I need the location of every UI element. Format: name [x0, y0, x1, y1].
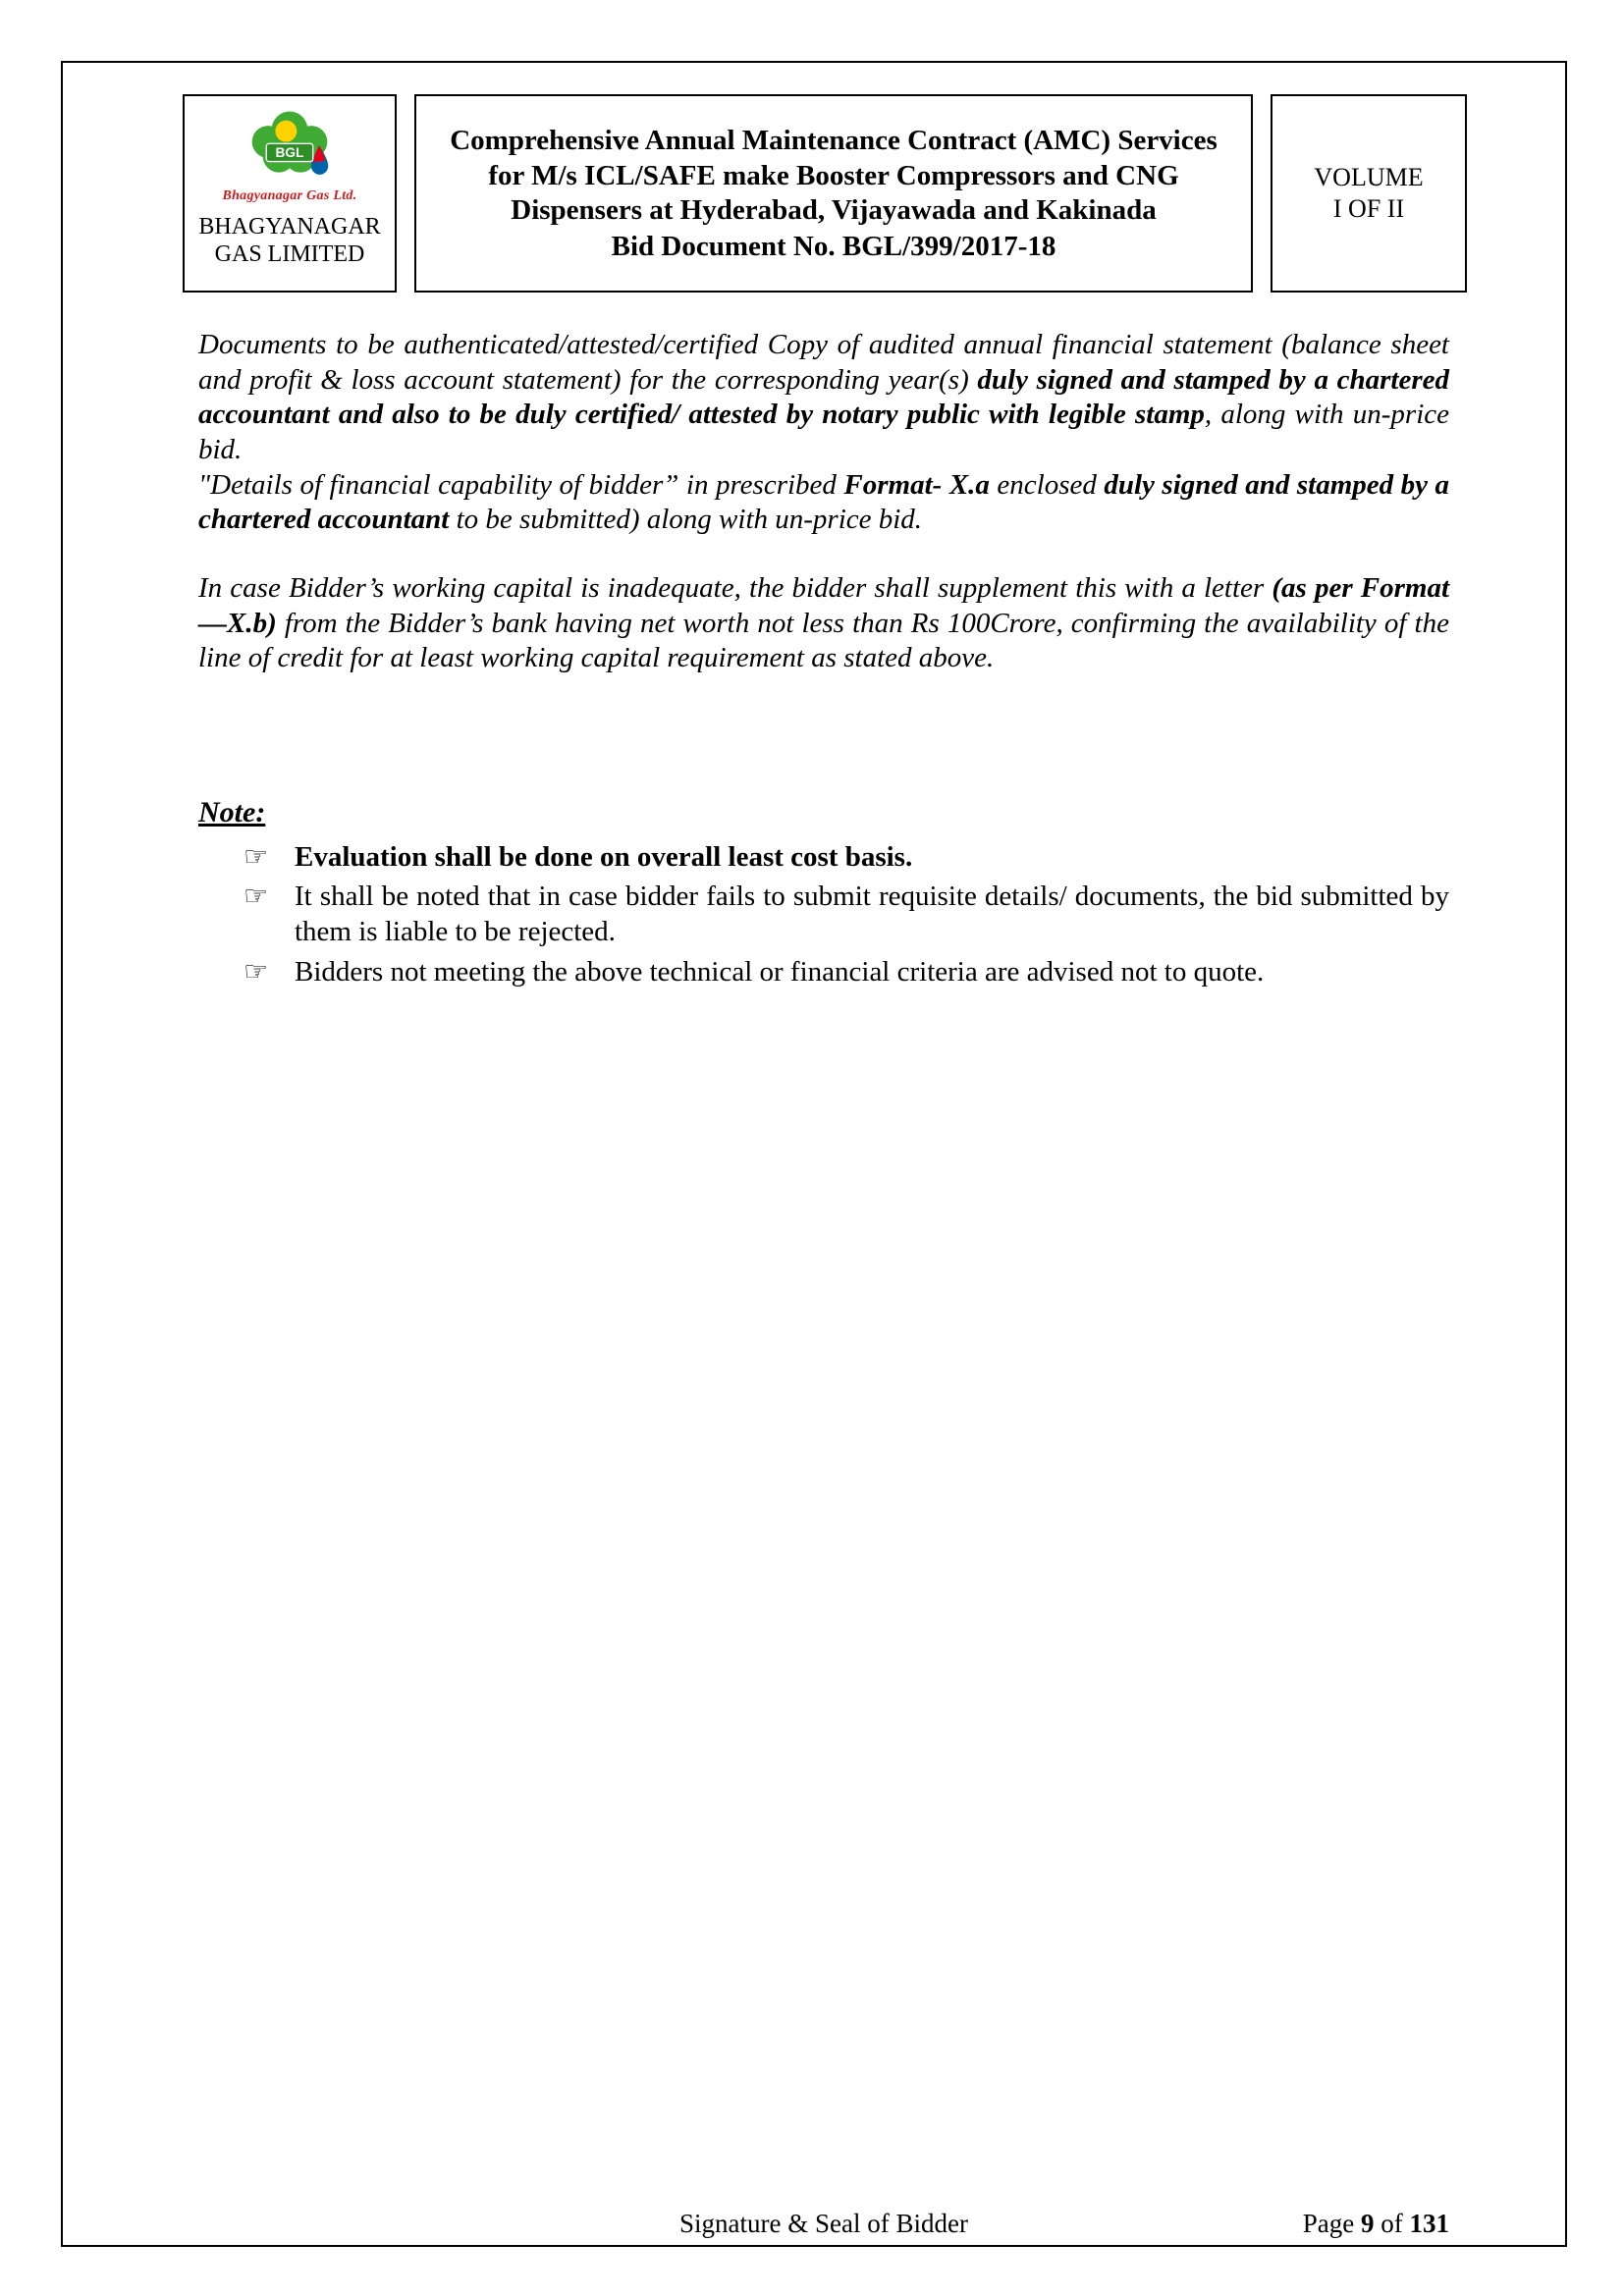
company-name-line2: GAS LIMITED [214, 240, 365, 267]
company-name [198, 214, 380, 268]
body-paragraph-2: In case Bidder’s working capital is inadequate, the bidder shall supplement this with a letter (as per Format—X.b) from the Bidder’s bank having net worth not less than Rs 100Crore, confirming the availability of the line of credit for at least working capital requirement as stated above. [198, 571, 1449, 674]
page-footer [198, 2209, 1449, 2239]
note-list [198, 839, 1449, 989]
header-table [183, 94, 1467, 293]
note-item [198, 879, 1449, 950]
pointing-hand-icon: ☞ [244, 880, 269, 913]
volume-line2: I OF II [1332, 194, 1405, 223]
body-paragraph-1: Documents to be authenticated/attested/certified Copy of audited annual financial statement (balance sheet and profit & loss account statement) for the corresponding year(s) duly signed and stamped by a chartered accountant and also to be duly certified/ attested by notary public with legible stamp, along with un-price bid. [198, 329, 1449, 465]
page-number: Page 9 of 131 [1302, 2209, 1450, 2238]
note-item-text: Evaluation shall be done on overall least cost basis. [295, 840, 913, 873]
page-border-frame [61, 61, 1567, 2247]
document-body [198, 328, 1449, 989]
logo-cell [183, 94, 397, 293]
svg-text:BGL: BGL [275, 145, 304, 161]
body-paragraph-1b: "Details of financial capability of bidder” in prescribed Format- X.a enclosed duly signed and stamped by a chartered accountant to be submitted) along with un-price bid. [198, 468, 1449, 536]
note-heading: Note: [198, 795, 266, 828]
note-item [198, 839, 1449, 875]
logo-brand-text: Bhagyanagar Gas Ltd. [222, 188, 357, 203]
bid-doc-no: Bid Document No. BGL/399/2017-18 [611, 230, 1056, 262]
pointing-hand-icon: ☞ [244, 954, 269, 988]
note-item [198, 954, 1449, 989]
note-item-text: Bidders not meeting the above technical or financial criteria are advised not to quote. [295, 955, 1265, 988]
volume-line1: VOLUME [1314, 162, 1424, 191]
volume-cell [1271, 94, 1467, 293]
doc-title-cell [414, 94, 1253, 293]
note-section [198, 796, 1449, 989]
pointing-hand-icon: ☞ [244, 839, 269, 873]
note-item-text: It shall be noted that in case bidder fails to submit requisite details/ documents, the bid submitted by them is liable to be rejected. [295, 881, 1449, 948]
doc-title: Comprehensive Annual Maintenance Contract (AMC) Services for M/s ICL/SAFE make Booster Compressors and CNG Dispensers at Hyderabad, Vijayawada and Kakinada [450, 125, 1218, 227]
signature-label: Signature & Seal of Bidder [679, 2209, 968, 2238]
company-name-line1: BHAGYANAGAR [198, 214, 381, 240]
bgl-logo-icon [236, 106, 344, 188]
